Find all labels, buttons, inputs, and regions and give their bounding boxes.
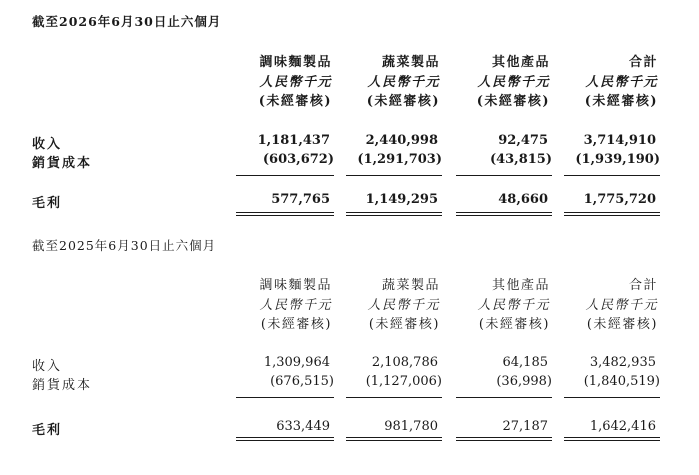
- cell-value: (676,515): [270, 374, 334, 389]
- cell-value: 1,149,295: [365, 192, 438, 207]
- column-name: 合計: [628, 278, 658, 293]
- column-currency: 人民幣千元: [367, 297, 440, 313]
- section-title: 截至2025年6月30日止六個月: [32, 238, 217, 253]
- cell-value: 48,660: [498, 192, 548, 207]
- cell-value: 2,440,998: [365, 133, 438, 148]
- cell-value: 27,187: [502, 419, 548, 434]
- column-note: (未經審核): [584, 94, 658, 109]
- column-name: 蔬菜製品: [381, 55, 440, 70]
- cell-value: 1,309,964: [263, 355, 330, 370]
- column-currency: 人民幣千元: [367, 74, 440, 90]
- total-double-rule: [346, 212, 442, 216]
- total-double-rule: [564, 212, 660, 216]
- column-name: 其他產品: [491, 278, 550, 293]
- cell-value: (603,672): [262, 152, 334, 167]
- row-label-revenue: 收入: [32, 137, 63, 152]
- column-note: (未經審核): [586, 317, 658, 332]
- cell-value: (1,939,190): [575, 152, 660, 167]
- column-note: (未經審核): [476, 94, 550, 109]
- row-label-revenue: 收入: [32, 359, 63, 374]
- total-double-rule: [564, 437, 660, 441]
- subtotal-rule: [346, 397, 442, 398]
- subtotal-rule: [236, 175, 334, 176]
- row-label-cost-of-sales: 銷貨成本: [32, 378, 93, 393]
- cell-value: 92,475: [498, 133, 548, 148]
- cell-value: 3,482,935: [589, 355, 656, 370]
- cell-value: 1,642,416: [589, 419, 656, 434]
- column-name: 調味麵製品: [259, 55, 332, 70]
- column-currency: 人民幣千元: [259, 74, 332, 90]
- column-header-seasoned-flour: [238, 276, 332, 335]
- column-name: 調味麵製品: [259, 278, 332, 293]
- column-currency: 人民幣千元: [477, 74, 550, 90]
- cell-value: 3,714,910: [583, 133, 656, 148]
- section-title: 截至2026年6月30日止六個月: [32, 14, 222, 29]
- column-name: 蔬菜製品: [381, 278, 440, 293]
- column-header-seasoned-flour: [238, 53, 332, 112]
- cell-value: (36,998): [496, 374, 552, 389]
- column-currency: 人民幣千元: [585, 74, 658, 90]
- column-note: (未經審核): [478, 317, 550, 332]
- cell-value: (1,291,703): [357, 152, 442, 167]
- cell-value: 2,108,786: [371, 355, 438, 370]
- column-header-total: [564, 53, 658, 112]
- subtotal-rule: [236, 397, 334, 398]
- row-label-cost-of-sales: 銷貨成本: [32, 156, 93, 171]
- subtotal-rule: [564, 175, 660, 176]
- subtotal-rule: [564, 397, 660, 398]
- subtotal-rule: [456, 175, 552, 176]
- column-header-vegetable: [346, 276, 440, 335]
- cell-value: 577,765: [271, 192, 330, 207]
- column-note: (未經審核): [260, 317, 332, 332]
- column-currency: 人民幣千元: [259, 297, 332, 313]
- column-header-vegetable: [346, 53, 440, 112]
- column-currency: 人民幣千元: [585, 297, 658, 313]
- column-note: (未經審核): [366, 94, 440, 109]
- total-double-rule: [456, 212, 552, 216]
- cell-value: 1,775,720: [583, 192, 656, 207]
- cell-value: 1,181,437: [257, 133, 330, 148]
- column-name: 合計: [628, 55, 658, 70]
- total-double-rule: [456, 437, 552, 441]
- column-name: 其他產品: [491, 55, 550, 70]
- row-label-gross-profit: 毛利: [32, 196, 63, 211]
- column-header-total: [564, 276, 658, 335]
- cell-value: (43,815): [489, 152, 552, 167]
- column-currency: 人民幣千元: [477, 297, 550, 313]
- subtotal-rule: [456, 397, 552, 398]
- total-double-rule: [236, 437, 334, 441]
- cell-value: 633,449: [276, 419, 330, 434]
- total-double-rule: [346, 437, 442, 441]
- cell-value: (1,840,519): [583, 374, 660, 389]
- column-header-other: [456, 53, 550, 112]
- subtotal-rule: [346, 175, 442, 176]
- cell-value: 64,185: [502, 355, 548, 370]
- column-note: (未經審核): [258, 94, 332, 109]
- total-double-rule: [236, 212, 334, 216]
- cell-value: (1,127,006): [365, 374, 442, 389]
- column-header-other: [456, 276, 550, 335]
- column-note: (未經審核): [368, 317, 440, 332]
- cell-value: 981,780: [384, 419, 438, 434]
- row-label-gross-profit: 毛利: [32, 423, 63, 438]
